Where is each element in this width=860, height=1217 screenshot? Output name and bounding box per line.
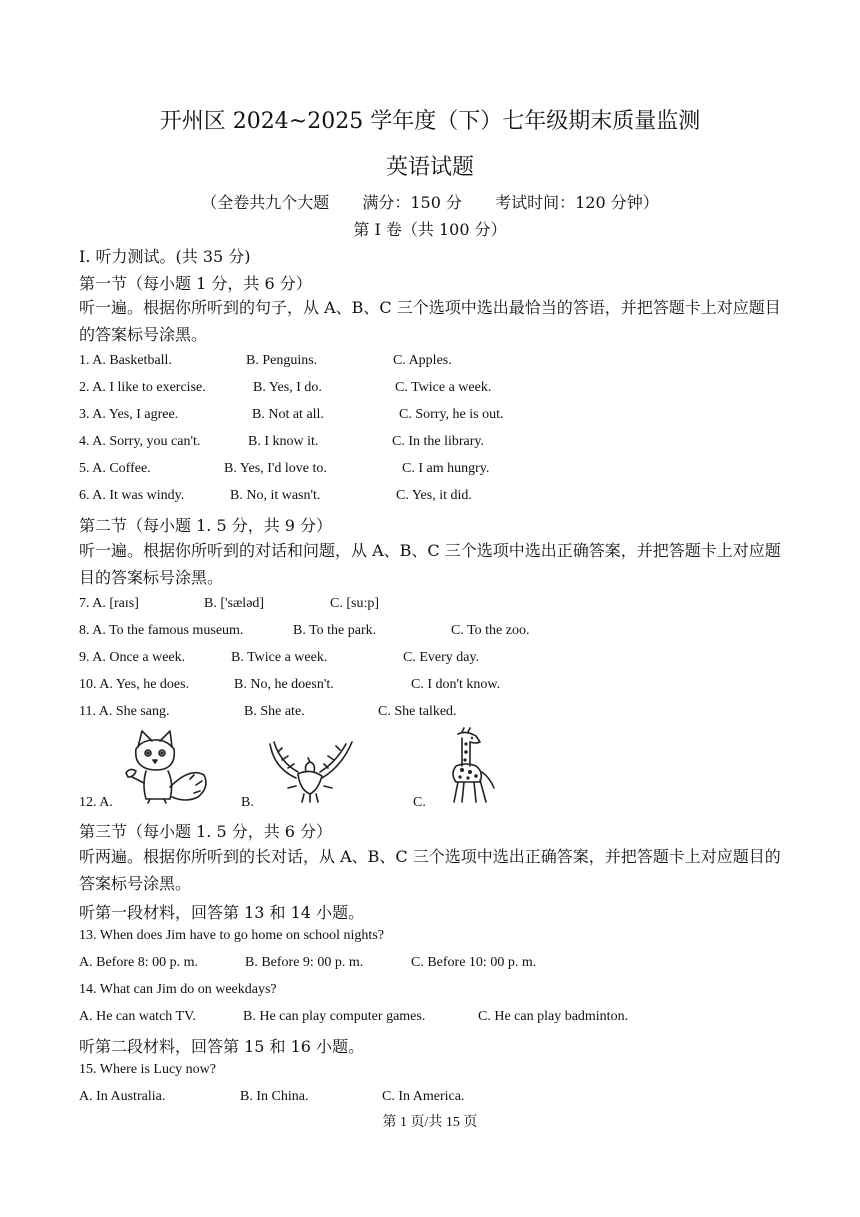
q4-option-c: C. In the library.	[392, 434, 485, 449]
fox-picture	[120, 727, 212, 809]
q8-option-a: 8. A. To the famous museum.	[79, 623, 244, 638]
material1-heading: 听第一段材料，回答第 13 和 14 小题。	[79, 903, 365, 922]
q2-option-c: C. Twice a week.	[395, 380, 492, 395]
q13-option-b: B. Before 9: 00 p. m.	[245, 955, 364, 970]
q13-option-c: C. Before 10: 00 p. m.	[411, 955, 537, 970]
q12-option-b: B.	[241, 795, 254, 810]
section1-instruction: 听一遍。根据你所听到的句子，从 A、B、C 三个选项中选出最恰当的答语，并把答题卡上对应题目的答案标号涂黑。	[79, 298, 781, 344]
q7-option-b: B. ['sæləd]	[204, 596, 265, 611]
q14-option-c: C. He can play badminton.	[478, 1009, 629, 1024]
q15-option-a: A. In Australia.	[79, 1089, 166, 1104]
meta-total: （全卷共九个大题	[201, 193, 330, 212]
q8-option-b: B. To the park.	[293, 623, 377, 638]
q9-option-b: B. Twice a week.	[231, 650, 328, 665]
q10-option-c: C. I don't know.	[411, 677, 501, 692]
q5-option-a: 5. A. Coffee.	[79, 461, 151, 476]
q1-option-a: 1. A. Basketball.	[79, 353, 172, 368]
q3-option-b: B. Not at all.	[252, 407, 324, 422]
section2-heading: 第二节（每小题 1. 5 分，共 9 分）	[79, 516, 333, 535]
giraffe-picture	[436, 726, 508, 810]
q11-option-a: 11. A. She sang.	[79, 704, 170, 719]
q2-option-b: B. Yes, I do.	[253, 380, 322, 395]
q1-option-b: B. Penguins.	[246, 353, 318, 368]
volume-heading: 第 I 卷（共 100 分）	[353, 220, 507, 239]
q15-option-b: B. In China.	[240, 1089, 309, 1104]
q12-option-a: 12. A.	[79, 795, 113, 810]
q11-option-b: B. She ate.	[244, 704, 305, 719]
section1-heading: 第一节（每小题 1 分，共 6 分）	[79, 274, 312, 293]
material2-heading: 听第二段材料，回答第 15 和 16 小题。	[79, 1037, 365, 1056]
q7-option-a: 7. A. [raɪs]	[79, 596, 139, 611]
q7-option-c: C. [suːp]	[330, 596, 379, 611]
q15-stem: 15. Where is Lucy now?	[79, 1062, 216, 1077]
meta-score: 满分：150 分	[362, 193, 462, 212]
page-number: 第 1 页/共 15 页	[382, 1115, 478, 1130]
q1-option-c: C. Apples.	[393, 353, 452, 368]
q9-option-c: C. Every day.	[403, 650, 480, 665]
q4-option-b: B. I know it.	[248, 434, 319, 449]
q11-option-c: C. She talked.	[378, 704, 457, 719]
q13-stem: 13. When does Jim have to go home on school nights?	[79, 928, 384, 943]
q15-option-c: C. In America.	[382, 1089, 465, 1104]
exam-title: 开州区 2024~2025 学年度（下）七年级期末质量监测	[159, 109, 701, 134]
section3-heading: 第三节（每小题 1. 5 分，共 6 分）	[79, 822, 333, 841]
q3-option-a: 3. A. Yes, I agree.	[79, 407, 179, 422]
q5-option-b: B. Yes, I'd love to.	[224, 461, 327, 476]
q14-option-b: B. He can play computer games.	[243, 1009, 426, 1024]
eagle-picture	[266, 738, 356, 810]
q14-stem: 14. What can Jim do on weekdays?	[79, 982, 277, 997]
exam-subtitle: 英语试题	[385, 155, 474, 180]
q10-option-a: 10. A. Yes, he does.	[79, 677, 190, 692]
q10-option-b: B. No, he doesn't.	[234, 677, 334, 692]
q14-option-a: A. He can watch TV.	[79, 1009, 196, 1024]
meta-time: 考试时间：120 分钟）	[495, 193, 659, 212]
part1-heading: I. 听力测试。(共 35 分)	[79, 247, 251, 266]
q6-option-c: C. Yes, it did.	[396, 488, 472, 503]
q13-option-a: A. Before 8: 00 p. m.	[79, 955, 198, 970]
q9-option-a: 9. A. Once a week.	[79, 650, 186, 665]
q12-option-c: C.	[413, 795, 426, 810]
q3-option-c: C. Sorry, he is out.	[399, 407, 504, 422]
q4-option-a: 4. A. Sorry, you can't.	[79, 434, 201, 449]
q6-option-a: 6. A. It was windy.	[79, 488, 185, 503]
q8-option-c: C. To the zoo.	[451, 623, 530, 638]
section2-instruction: 听一遍。根据你所听到的对话和问题，从 A、B、C 三个选项中选出正确答案，并把答题卡上对应题目的答案标号涂黑。	[79, 541, 781, 587]
q5-option-c: C. I am hungry.	[402, 461, 490, 476]
q2-option-a: 2. A. I like to exercise.	[79, 380, 206, 395]
exam-meta	[0, 190, 860, 213]
q6-option-b: B. No, it wasn't.	[230, 488, 321, 503]
section3-instruction: 听两遍。根据你所听到的长对话，从 A、B、C 三个选项中选出正确答案，并把答题卡上对应题目的答案标号涂黑。	[79, 847, 781, 893]
